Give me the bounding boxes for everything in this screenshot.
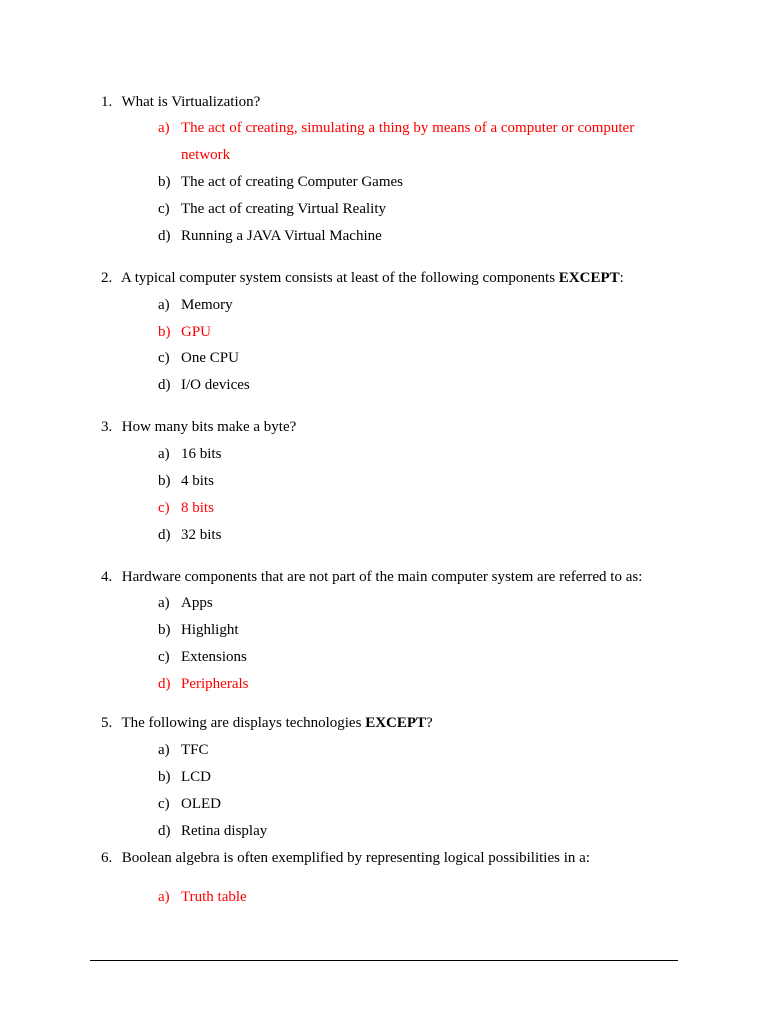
- option-letter: a): [158, 446, 170, 462]
- question-text: [121, 715, 432, 731]
- option-text: GPU: [181, 324, 212, 340]
- question-number: 5.: [101, 715, 113, 731]
- question-text-main: A typical computer system consists at least of the following components: [120, 270, 559, 286]
- option-text: Apps: [181, 595, 213, 611]
- option-text: Memory: [181, 297, 233, 313]
- option-text: The act of creating Virtual Reality: [181, 201, 386, 217]
- question-1-option-b: [158, 169, 658, 196]
- question-2-option-d: [158, 372, 658, 399]
- option-letter: b): [158, 769, 171, 785]
- option-text: OLED: [181, 796, 221, 812]
- option-text: Extensions: [181, 649, 247, 665]
- question-4-option-c: [158, 644, 658, 671]
- question-6: [101, 849, 681, 867]
- option-text: 16 bits: [181, 446, 222, 462]
- option-text: One CPU: [181, 350, 239, 366]
- question-number: 6.: [101, 850, 113, 866]
- option-letter: a): [158, 120, 170, 136]
- question-4-option-b: [158, 617, 658, 644]
- question-4-option-d: [158, 671, 658, 698]
- option-letter: c): [158, 649, 170, 665]
- question-text: What is Virtualization?: [121, 94, 261, 110]
- option-text: The act of creating Computer Games: [181, 174, 403, 190]
- question-text: Hardware components that are not part of the main computer system are referred to as:: [121, 569, 643, 585]
- option-text: 32 bits: [181, 527, 222, 543]
- question-text-main: The following are displays technologies: [121, 715, 366, 731]
- question-number: 1.: [101, 94, 113, 110]
- question-2: [101, 269, 681, 287]
- option-letter: b): [158, 174, 171, 190]
- question-number: 3.: [101, 419, 113, 435]
- question-text: How many bits make a byte?: [121, 419, 297, 435]
- question-1-option-d: [158, 223, 658, 250]
- option-letter: d): [158, 823, 171, 839]
- question-2-option-a: [158, 292, 658, 319]
- option-text: The act of creating, simulating a thing by means of a computer or computer network: [181, 120, 635, 163]
- question-text-end: :: [619, 270, 624, 286]
- option-letter: d): [158, 377, 171, 393]
- question-4-option-a: [158, 590, 658, 617]
- question-number: 4.: [101, 569, 113, 585]
- option-text: Peripherals: [181, 676, 249, 692]
- question-3-option-a: [158, 441, 658, 468]
- option-letter: d): [158, 676, 171, 692]
- question-text-emphasis: EXCEPT: [558, 270, 620, 286]
- question-1-option-a: [158, 115, 658, 169]
- option-letter: a): [158, 595, 170, 611]
- option-letter: c): [158, 201, 170, 217]
- option-letter: a): [158, 297, 170, 313]
- question-text: [121, 270, 624, 286]
- question-text-emphasis: EXCEPT: [365, 715, 427, 731]
- option-letter: b): [158, 324, 171, 340]
- option-letter: c): [158, 350, 170, 366]
- question-3-option-d: [158, 522, 658, 549]
- option-letter: b): [158, 622, 171, 638]
- option-letter: c): [158, 796, 170, 812]
- question-1-option-c: [158, 196, 658, 223]
- option-text: TFC: [181, 742, 209, 758]
- question-5-option-c: [158, 791, 658, 818]
- question-5-option-a: [158, 737, 658, 764]
- question-3: [101, 418, 681, 436]
- option-letter: c): [158, 500, 170, 516]
- question-3-option-b: [158, 468, 658, 495]
- question-text: Boolean algebra is often exemplified by representing logical possibilities in a:: [121, 850, 590, 866]
- question-4: [101, 568, 681, 586]
- option-letter: b): [158, 473, 171, 489]
- question-6-option-a: [158, 884, 658, 911]
- question-2-option-c: [158, 345, 658, 372]
- option-letter: a): [158, 889, 170, 905]
- question-3-option-c: [158, 495, 658, 522]
- question-text-end: ?: [426, 715, 433, 731]
- question-1: [101, 93, 681, 111]
- option-text: Truth table: [181, 889, 247, 905]
- option-text: LCD: [181, 769, 211, 785]
- question-5-option-b: [158, 764, 658, 791]
- footer-divider: [90, 960, 678, 961]
- option-letter: d): [158, 228, 171, 244]
- question-2-option-b: [158, 319, 658, 346]
- option-text: I/O devices: [181, 377, 250, 393]
- question-5: [101, 714, 681, 732]
- option-text: 8 bits: [181, 500, 214, 516]
- question-5-option-d: [158, 818, 658, 845]
- option-letter: d): [158, 527, 171, 543]
- option-letter: a): [158, 742, 170, 758]
- option-text: 4 bits: [181, 473, 214, 489]
- question-number: 2.: [101, 270, 113, 286]
- option-text: Running a JAVA Virtual Machine: [181, 228, 382, 244]
- option-text: Highlight: [181, 622, 239, 638]
- option-text: Retina display: [181, 823, 268, 839]
